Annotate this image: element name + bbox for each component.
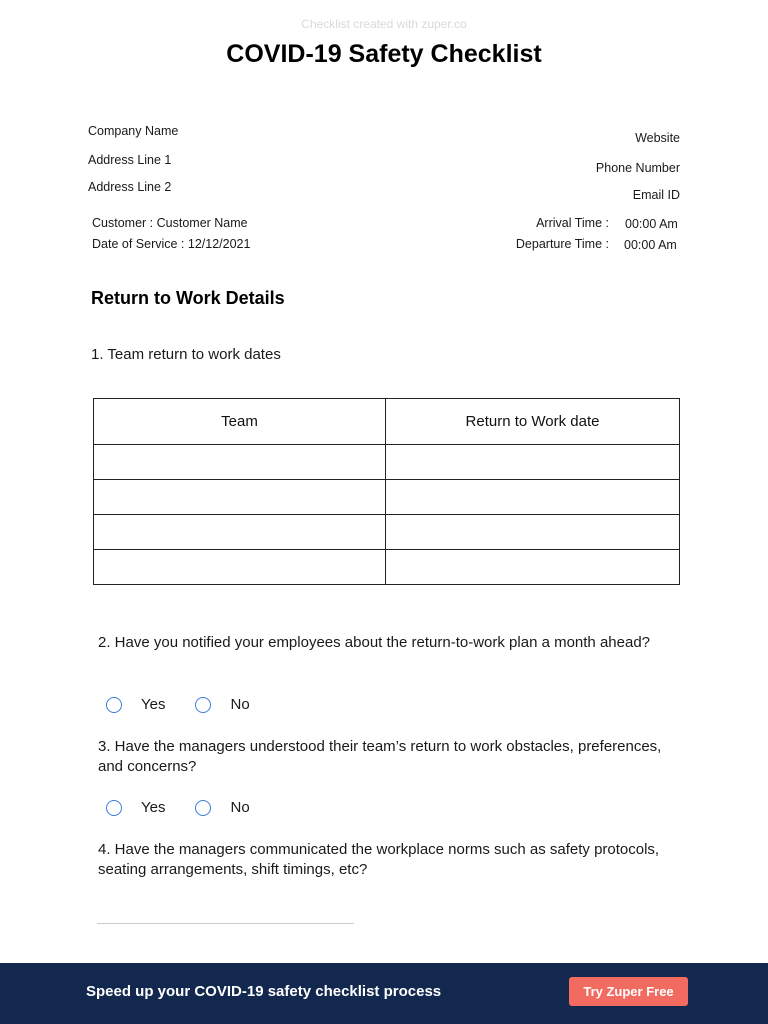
table-cell[interactable]: [386, 550, 680, 585]
arrival-time-value: 00:00 Am: [625, 217, 678, 231]
question-3: 3. Have the managers understood their team’s return to work obstacles, preferences, and concerns?: [98, 738, 662, 775]
table-cell[interactable]: [386, 445, 680, 480]
question-1: 1. Team return to work dates: [91, 346, 281, 363]
answer-input-line[interactable]: [97, 923, 354, 924]
watermark: Checklist created with zuper.co: [301, 17, 467, 31]
customer-value: Customer Name: [156, 216, 248, 230]
radio-yes-label: Yes: [141, 799, 166, 816]
column-header-team: Team: [94, 399, 386, 445]
table-cell[interactable]: [386, 480, 680, 515]
arrival-time-label: Arrival Time :: [536, 216, 609, 230]
table-cell[interactable]: [94, 515, 386, 550]
address-line-2: Address Line 2: [88, 180, 172, 194]
customer-row: [92, 216, 248, 230]
table-row: [94, 445, 680, 480]
departure-time-label: Departure Time :: [515, 237, 609, 251]
column-header-return-date: Return to Work date: [386, 399, 680, 445]
radio-no[interactable]: [195, 800, 211, 816]
page-title: COVID-19 Safety Checklist: [226, 40, 542, 68]
question-4: 4. Have the managers communicated the workplace norms such as safety protocols, seating arrangements, shift timings, etc?: [98, 841, 660, 878]
address-line-1: Address Line 1: [88, 153, 172, 167]
table-cell[interactable]: [94, 550, 386, 585]
customer-label: Customer :: [92, 216, 154, 230]
table-cell[interactable]: [94, 445, 386, 480]
service-date-row: [92, 237, 250, 251]
footer-banner: [0, 963, 768, 1024]
departure-time-value: 00:00 Am: [624, 238, 677, 252]
footer-text: Speed up your COVID-19 safety checklist process: [86, 983, 442, 1000]
email-id: Email ID: [632, 188, 680, 202]
website: Website: [635, 131, 680, 145]
question-2: 2. Have you notified your employees about the return-to-work plan a month ahead?: [98, 634, 650, 651]
try-zuper-free-button[interactable]: Try Zuper Free: [569, 977, 688, 1006]
radio-yes[interactable]: [106, 800, 122, 816]
radio-yes-label: Yes: [141, 696, 166, 713]
radio-yes[interactable]: [106, 697, 122, 713]
radio-no-label: No: [230, 696, 250, 713]
radio-no[interactable]: [195, 697, 211, 713]
table-row: [94, 480, 680, 515]
table-header-row: [94, 399, 680, 445]
radio-no-label: No: [230, 799, 250, 816]
table-cell[interactable]: [386, 515, 680, 550]
question-2-options: [106, 696, 250, 713]
team-return-table: [93, 398, 680, 585]
table-cell[interactable]: [94, 480, 386, 515]
section-title: Return to Work Details: [91, 288, 285, 308]
question-3-options: [106, 799, 250, 816]
phone-number: Phone Number: [595, 161, 680, 175]
company-name: Company Name: [88, 124, 179, 138]
service-date-value: 12/12/2021: [187, 237, 251, 251]
service-date-label: Date of Service :: [92, 237, 185, 251]
table-row: [94, 515, 680, 550]
table-row: [94, 550, 680, 585]
